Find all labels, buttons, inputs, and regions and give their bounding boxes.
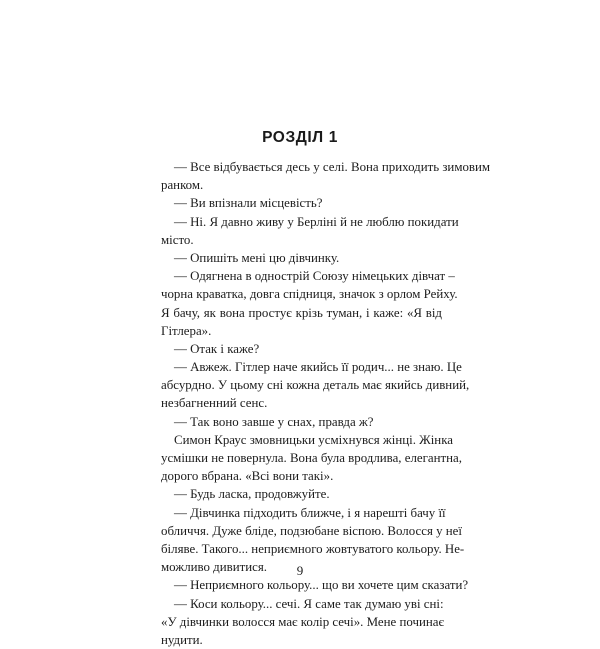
text-line: — Так воно завше у снах, правда ж? — [174, 414, 374, 429]
text-line: Симон Краус змовницьки усміхнувся жінці. Жінка — [174, 432, 453, 447]
text-line: — Дівчинка підходить ближче, і я нарешті бачу її — [174, 505, 446, 520]
text-line: «У дівчинки волосся має колір сечі». Мене починає — [161, 614, 445, 629]
text-line: можливо дивитися. — [161, 560, 268, 575]
text-line: усмішки не повернула. Вона була вродлива, елегантна, — [161, 451, 463, 465]
text-line: — Авжеж. Гітлер наче якийсь її родич... не знаю. Це — [174, 360, 462, 375]
text-line: — Неприємного кольору... що ви хочете цим сказати? — [174, 578, 469, 593]
text-line: — Ні. Я давно живу у Берліні й не люблю покидати — [174, 214, 459, 229]
text-line: нудити. — [161, 632, 203, 647]
text-line: чорна краватка, довга спідниця, значок з орлом Рейху. — [161, 287, 458, 302]
page-number: 9 — [296, 563, 304, 578]
text-line: дорого вбрана. «Всі вони такі». — [161, 469, 334, 484]
chapter-title: РОЗДІЛ 1 — [262, 129, 338, 146]
text-line: ранком. — [161, 178, 204, 193]
text-line: — Одягнена в однострій Союзу німецьких дівчат – — [174, 269, 455, 284]
text-line: — Все відбувається десь у селі. Вона приходить зимовим — [174, 160, 491, 174]
text-line: — Отак і каже? — [174, 341, 260, 356]
text-line: — Ви впізнали місцевість? — [174, 196, 323, 211]
text-line: абсурдно. У цьому сні кожна деталь має якийсь дивний, — [161, 378, 470, 393]
text-line: біляве. Такого... неприємного жовтуватого кольору. Не- — [161, 541, 465, 556]
text-line: — Опишіть мені цю дівчинку. — [174, 250, 340, 265]
text-line: місто. — [161, 232, 194, 247]
text-line: обличчя. Дуже бліде, подзюбане віспою. Волосся у неї — [161, 523, 462, 538]
text-line: — Будь ласка, продовжуйте. — [174, 487, 330, 502]
text-line: Я бачу, як вона простує крізь туман, і каже: «Я від — [161, 305, 442, 320]
text-line: — Коси кольору... сечі. Я саме так думаю уві сні: — [174, 596, 444, 611]
text-line: незбагненний сенс. — [161, 396, 268, 411]
text-line: Гітлера». — [161, 323, 212, 338]
